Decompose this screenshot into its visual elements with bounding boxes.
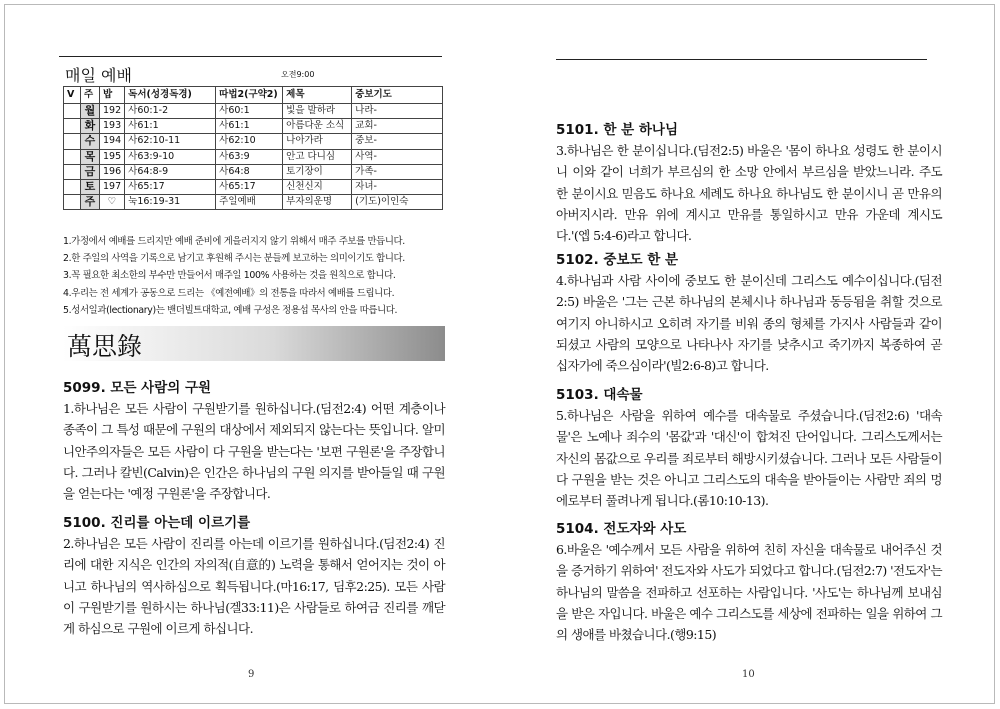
article-body: 3.하나님은 한 분이십니다.(딤전2:5) 바울은 '몸이 하나요 성령도 한 분이시니 이와 같이 너희가 부르심의 한 소망 안에서 부르심을 받았느니라. 주도 한 분이시요 믿음도 하나요 세례도 하나요 하나님도 한 분이시니 곧 만유의 아버지시라. 만유 위에 계시고 만유를 통일하시고 만유 가운데 계시도다.'(엡 5:4-6)라고 합니다. — [556, 143, 942, 244]
table-row — [64, 180, 443, 195]
reading-cell: 사63:9-10 — [125, 149, 216, 164]
title-cell: 빛을 발하라 — [283, 104, 352, 119]
hymn-number-cell: 195 — [100, 149, 125, 164]
reading2-cell: 사65:17 — [216, 180, 283, 195]
table-header-cell: V — [64, 87, 81, 104]
title-cell: 나아가라 — [283, 134, 352, 149]
worship-schedule-table — [63, 86, 443, 210]
prayer-cell: 자녀- — [352, 180, 443, 195]
prayer-cell: 교회- — [352, 119, 443, 134]
table-row — [64, 149, 443, 164]
day-cell: 주 — [81, 195, 100, 210]
table-header-cell: 밥 — [100, 87, 125, 104]
article-5102 — [556, 250, 942, 376]
day-cell: 목 — [81, 149, 100, 164]
day-cell: 금 — [81, 164, 100, 179]
day-cell: 토 — [81, 180, 100, 195]
hymn-number-cell: 193 — [100, 119, 125, 134]
hymn-number-cell: ♡ — [100, 195, 125, 210]
article-title: 5101. 한 분 하나님 — [556, 122, 679, 138]
check-cell — [64, 195, 81, 210]
page-number: 9 — [248, 669, 255, 680]
table-header-row — [64, 87, 443, 104]
reading2-cell: 사61:1 — [216, 119, 283, 134]
reading2-cell: 사62:10 — [216, 134, 283, 149]
article-title: 5102. 중보도 한 분 — [556, 252, 679, 268]
reading-cell: 사61:1 — [125, 119, 216, 134]
day-cell: 화 — [81, 119, 100, 134]
hymn-number-cell: 194 — [100, 134, 125, 149]
article-body: 2.하나님은 모든 사람이 진리를 아는데 이르기를 원하십니다.(딤전2:4) 진리에 대한 지식은 인간의 자의적(自意的) 노력을 통해서 얻어지는 것이 아니고 하나님의 역사하심으로 획득됩니다.(마16:17, 딤후2:25). 모든 사람이 구원받기를 원하시는 하나님(겔33:11)은 사람들로 하여금 진리를 깨닫게 하심으로 구원에 이르게 하십니다. — [63, 536, 445, 637]
page-number: 10 — [742, 669, 755, 680]
reading2-cell: 사64:8 — [216, 164, 283, 179]
reading2-cell: 주일예배 — [216, 195, 283, 210]
prayer-cell: 사역- — [352, 149, 443, 164]
prayer-cell: 중보- — [352, 134, 443, 149]
reading2-cell: 사63:9 — [216, 149, 283, 164]
check-cell — [64, 119, 81, 134]
note-item: 1.가정에서 예배를 드리지만 예배 준비에 게을러지지 않기 위해서 매주 주보를 만듭니다. — [63, 236, 405, 247]
table-header-cell: 따법2(구약2) — [216, 87, 283, 104]
left-page — [5, 5, 500, 703]
day-cell: 월 — [81, 104, 100, 119]
daily-worship-title: 매일 예배 — [65, 66, 132, 85]
prayer-cell: 나라- — [352, 104, 443, 119]
section-heading-bar — [63, 326, 445, 361]
reading-cell: 사65:17 — [125, 180, 216, 195]
table-header-cell: 제목 — [283, 87, 352, 104]
article-title: 5100. 진리를 아는데 이르기를 — [63, 515, 251, 531]
article-body: 6.바울은 '예수께서 모든 사람을 위하여 친히 자신을 대속물로 내어주신 것을 증거하기 위하여' 전도자와 사도가 되었다고 합니다.(딤전2:7) '전도자'는 하나님의 말씀을 전파하고 선포하는 사람입니다. '사도'는 하나님께 보내심을 받은 자입니다. 바울은 예수 그리스도를 세상에 전파하는 일을 위하여 그의 생애를 바쳤습니다.(행9:15) — [556, 542, 942, 643]
check-cell — [64, 104, 81, 119]
section-heading: 萬思錄 — [67, 332, 143, 361]
hymn-number-cell: 196 — [100, 164, 125, 179]
table-row — [64, 134, 443, 149]
hymn-number-cell: 192 — [100, 104, 125, 119]
note-item: 4.우리는 전 세계가 공동으로 드리는 《예전예배》의 전통을 따라서 예배를 드립니다. — [63, 287, 395, 299]
table-row — [64, 164, 443, 179]
table-header-cell: 주 — [81, 87, 100, 104]
table-row — [64, 195, 443, 210]
check-cell — [64, 180, 81, 195]
article-5104 — [556, 519, 942, 645]
article-body: 5.하나님은 사람을 위하여 예수를 대속물로 주셨습니다.(딤전2:6) '대속물'은 노예나 죄수의 '몸값'과 '대신'이 합쳐진 단어입니다. 그리스도께서는 자신의 몸값으로 우리를 죄로부터 해방시키셨습니다. 그러나 모든 사람들이 다 구원을 받는 것은 아니고 그리스도의 대속을 받아들이는 사람만 죄의 멍에로부터 풀려나게 됩니다.(롬10:10-13). — [556, 408, 942, 509]
title-cell: 신천신지 — [283, 180, 352, 195]
table-row — [64, 104, 443, 119]
hymn-number-cell: 197 — [100, 180, 125, 195]
book-spread — [4, 4, 995, 704]
reading-cell: 사60:1-2 — [125, 104, 216, 119]
title-cell: 안고 다니심 — [283, 149, 352, 164]
top-rule — [556, 59, 927, 60]
prayer-cell: 가족- — [352, 164, 443, 179]
article-5101 — [556, 120, 942, 246]
table-header-cell: 중보기도 — [352, 87, 443, 104]
note-item: 5.성서일과(lectionary)는 밴더빌트대학교, 예배 구성은 정용섭 목사의 안을 따릅니다. — [63, 304, 398, 316]
reading-cell: 사64:8-9 — [125, 164, 216, 179]
prayer-cell: (기도)이인숙 — [352, 195, 443, 210]
check-cell — [64, 134, 81, 149]
reading-cell: 눅16:19-31 — [125, 195, 216, 210]
article-body: 1.하나님은 모든 사람이 구원받기를 원하십니다.(딤전2:4) 어떤 계층이나 종족이 그 특성 때문에 구원의 대상에서 제외되지 않는다는 뜻입니다. 알미니안주의자들은 모든 사람이 다 구원을 받는다는 '보편 구원론'을 주장합니다. 그러나 칼빈(Calvin)은 인간은 하나님의 구원 의지를 받아들일 때 구원을 얻는다는 '예정 구원론'을 주장합니다. — [63, 401, 445, 502]
article-5103 — [556, 385, 942, 511]
table-row — [64, 119, 443, 134]
note-item: 3.꼭 필요한 최소한의 부수만 만들어서 매주일 100% 사용하는 것을 원칙으로 합니다. — [63, 270, 396, 282]
day-cell: 수 — [81, 134, 100, 149]
table-header-cell: 독서(성경독경) — [125, 87, 216, 104]
worship-time: 오전9:00 — [281, 70, 315, 79]
title-cell: 부자의운명 — [283, 195, 352, 210]
title-cell: 아름다운 소식 — [283, 119, 352, 134]
article-body: 4.하나님과 사람 사이에 중보도 한 분이신데 그리스도 예수이십니다.(딤전2:5) 바울은 '그는 근본 하나님의 본체시나 하나님과 동등됨을 취할 것으로 여기지 아니하시고 오히려 자기를 비워 종의 형체를 가지사 사람들과 같이 되셨고 사람의 모양으로 나타나사 자기를 낮추시고 죽기까지 복종하여 곧 십자가에 죽으심이라'(빌2:6-8)고 합니다. — [556, 273, 942, 374]
reading2-cell: 사60:1 — [216, 104, 283, 119]
top-rule — [59, 56, 442, 57]
title-cell: 토기장이 — [283, 164, 352, 179]
article-5100 — [63, 513, 445, 639]
article-title: 5103. 대속물 — [556, 387, 643, 403]
note-item: 2.한 주일의 사역을 기록으로 남기고 후원해 주시는 분들께 보고하는 의미이기도 합니다. — [63, 253, 405, 265]
bulletin-notes — [63, 233, 405, 319]
article-title: 5099. 모든 사람의 구원 — [63, 380, 212, 396]
check-cell — [64, 164, 81, 179]
article-5099 — [63, 378, 445, 504]
reading-cell: 사62:10-11 — [125, 134, 216, 149]
article-title: 5104. 전도자와 사도 — [556, 521, 687, 537]
right-page — [500, 5, 996, 703]
check-cell — [64, 149, 81, 164]
